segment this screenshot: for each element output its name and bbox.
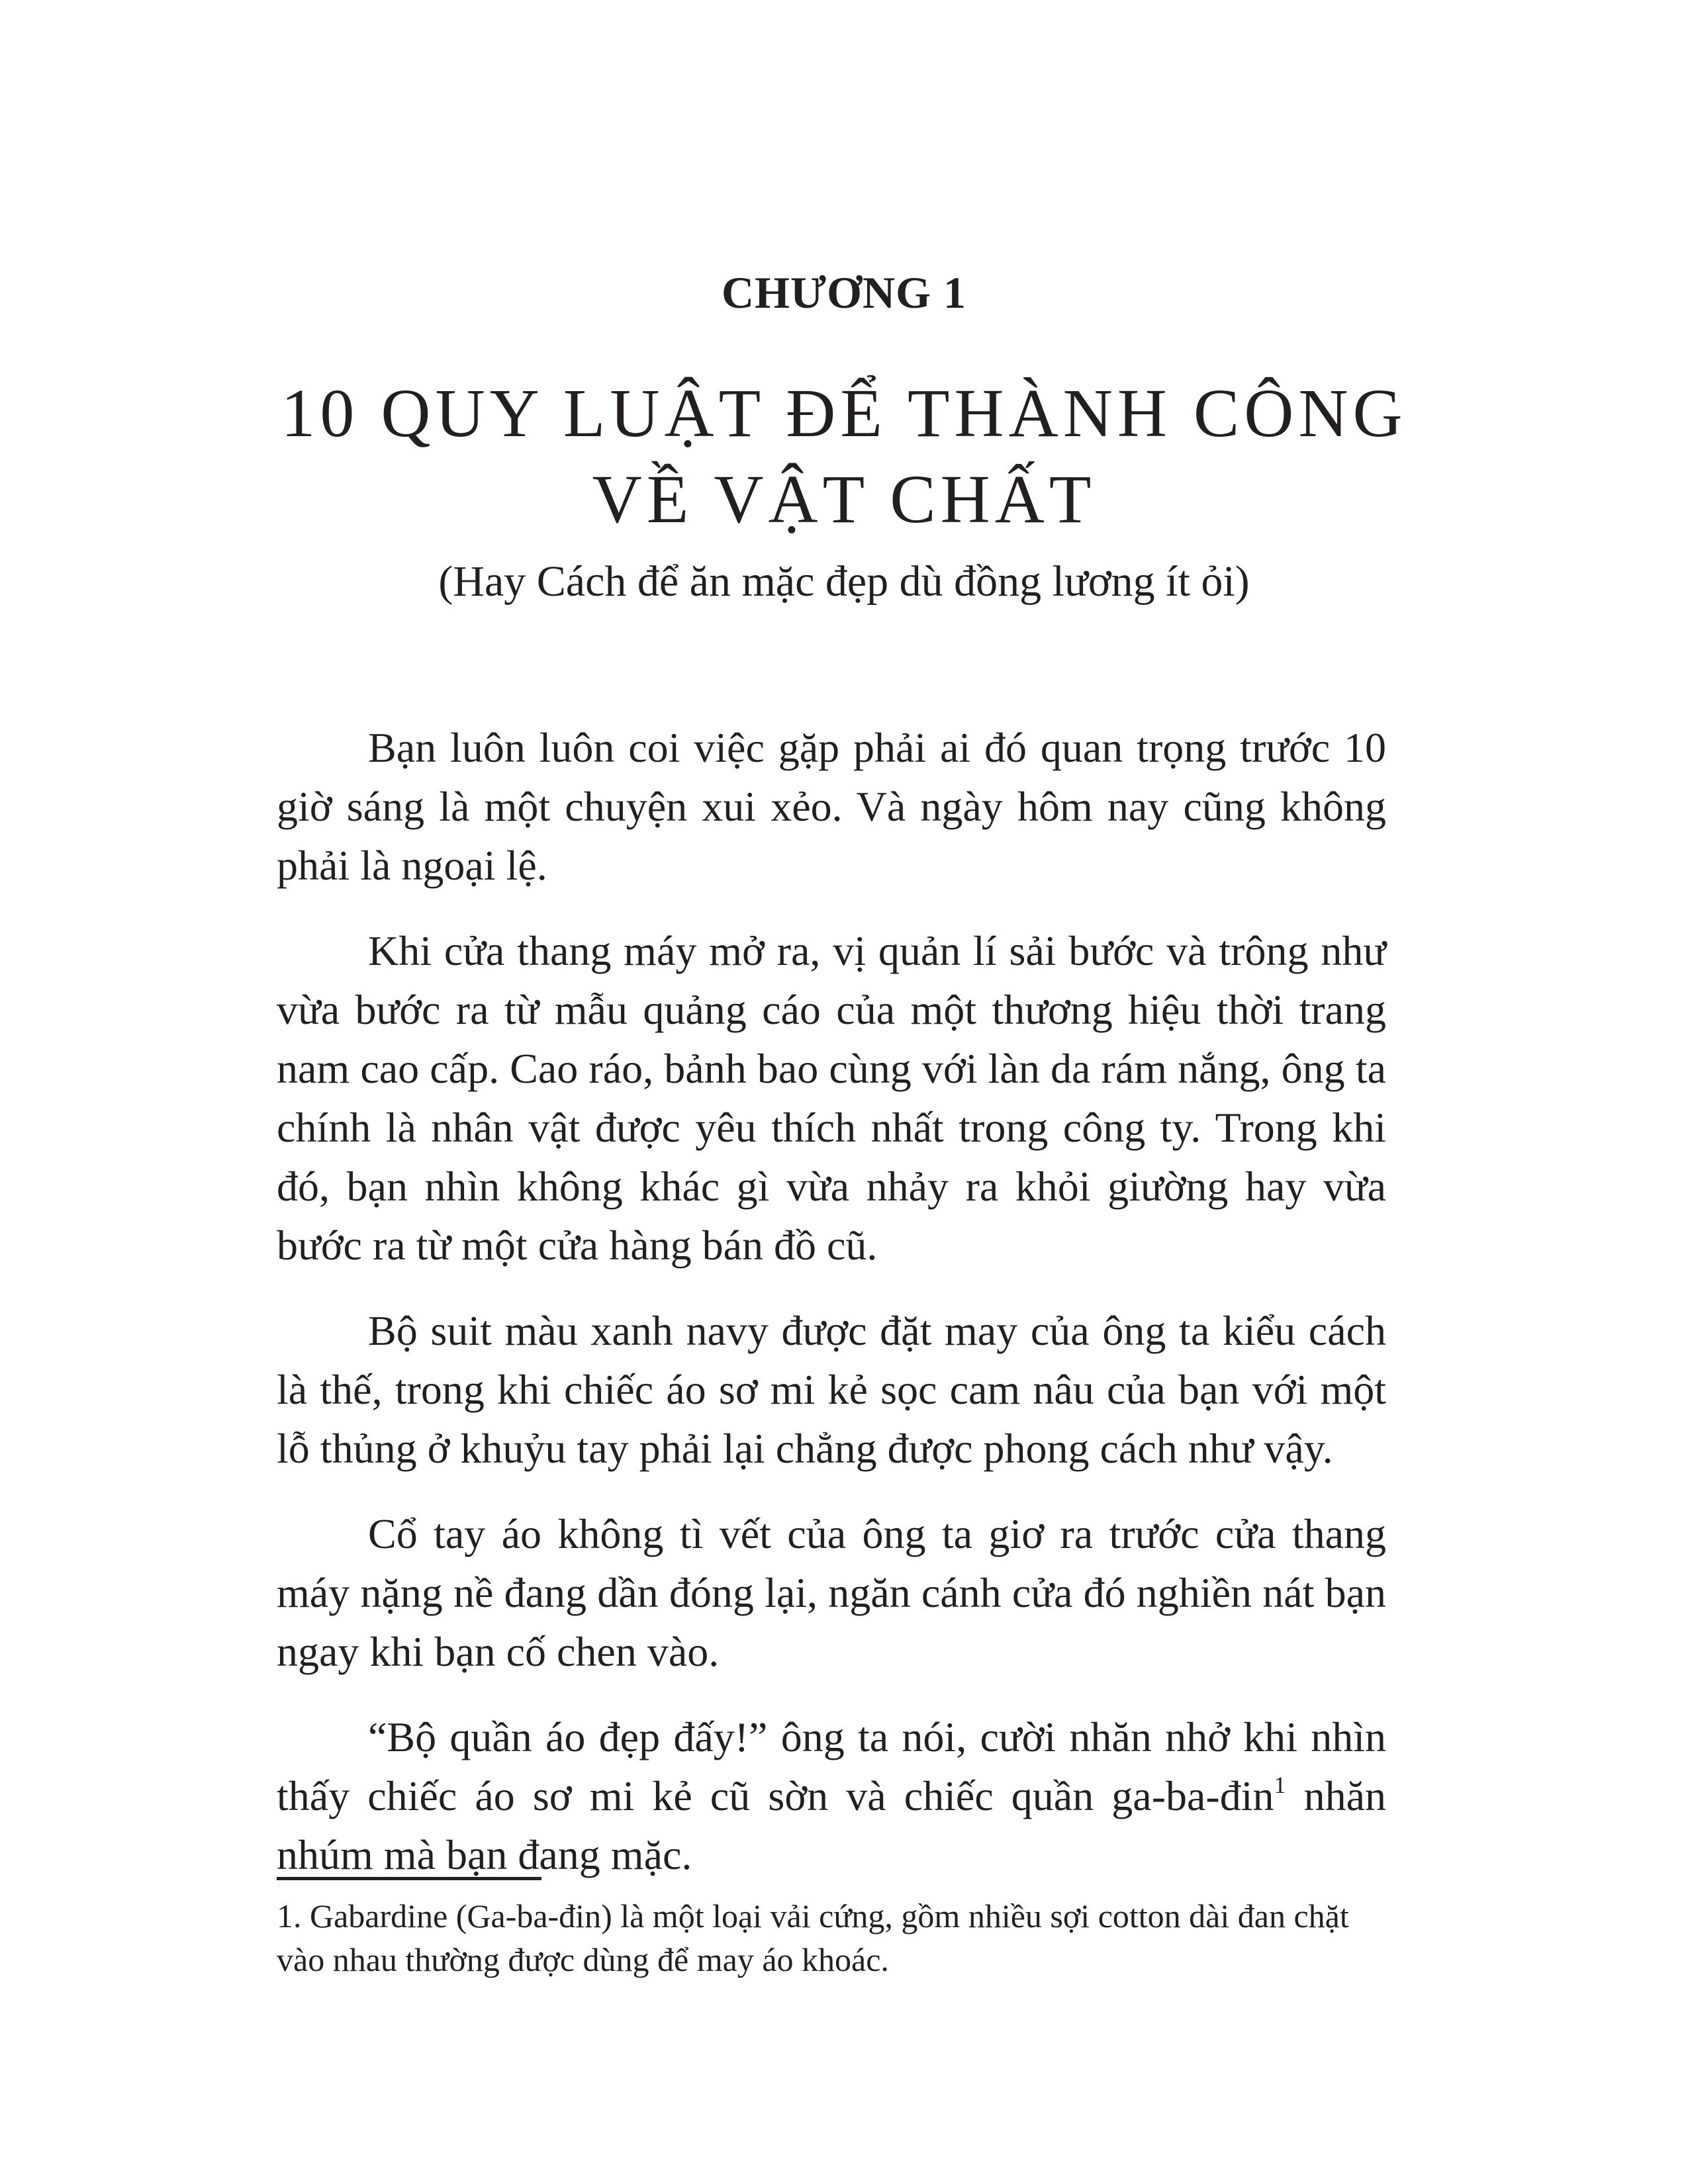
body-text: [277, 718, 1386, 1911]
paragraph-5-text-after-ref: nhăn nhúm mà bạn đang mặc.: [277, 1772, 1387, 1878]
paragraph-5: [277, 1707, 1386, 1884]
chapter-label: CHƯƠNG 1: [721, 267, 966, 318]
chapter-title: [0, 371, 1688, 543]
footnote: 1. Gabardine (Ga-ba-đin) là một loại vải cứng, gồm nhiều sợi cotton dài đan chặt vào nhau thường được dùng để may áo khoác.: [277, 1897, 1349, 1978]
chapter-title-line-2: VỀ VẬT CHẤT: [592, 461, 1096, 537]
paragraph-1: Bạn luôn luôn coi việc gặp phải ai đó quan trọng trước 10 giờ sáng là một chuyện xui xẻo. Và ngày hôm nay cũng không phải là ngoại lệ.: [277, 724, 1386, 889]
paragraph-2: Khi cửa thang máy mở ra, vị quản lí sải bước và trông như vừa bước ra từ mẫu quảng cáo của một thương hiệu thời trang nam cao cấp. Cao ráo, bảnh bao cùng với làn da rám nắng, ông ta chính là nhân vật được yêu thích nhất trong công ty. Trong khi đó, bạn nhìn không khác gì vừa nhảy ra khỏi giường hay vừa bước ra từ một cửa hàng bán đồ cũ.: [277, 927, 1386, 1269]
chapter-subtitle: (Hay Cách để ăn mặc đẹp dù đồng lương ít ỏi): [438, 557, 1250, 606]
footnote-reference: 1: [1274, 1772, 1286, 1798]
chapter-title-line-1: 10 QUY LUẬT ĐỂ THÀNH CÔNG: [281, 375, 1407, 451]
paragraph-3: Bộ suit màu xanh navy được đặt may của ông ta kiểu cách là thế, trong khi chiếc áo sơ mi kẻ sọc cam nâu của bạn với một lỗ thủng ở khuỷu tay phải lại chẳng được phong cách như vậy.: [277, 1307, 1386, 1472]
paragraph-5-text-before-ref: “Bộ quần áo đẹp đấy!” ông ta nói, cười nhăn nhở khi nhìn thấy chiếc áo sơ mi kẻ cũ sờn và chiếc quần ga-ba-đin: [277, 1713, 1386, 1819]
footnote-divider: [277, 1877, 541, 1880]
paragraph-4: Cổ tay áo không tì vết của ông ta giơ ra trước cửa thang máy nặng nề đang dần đóng lại, ngăn cánh cửa đó nghiền nát bạn ngay khi bạn cố chen vào.: [277, 1510, 1386, 1675]
